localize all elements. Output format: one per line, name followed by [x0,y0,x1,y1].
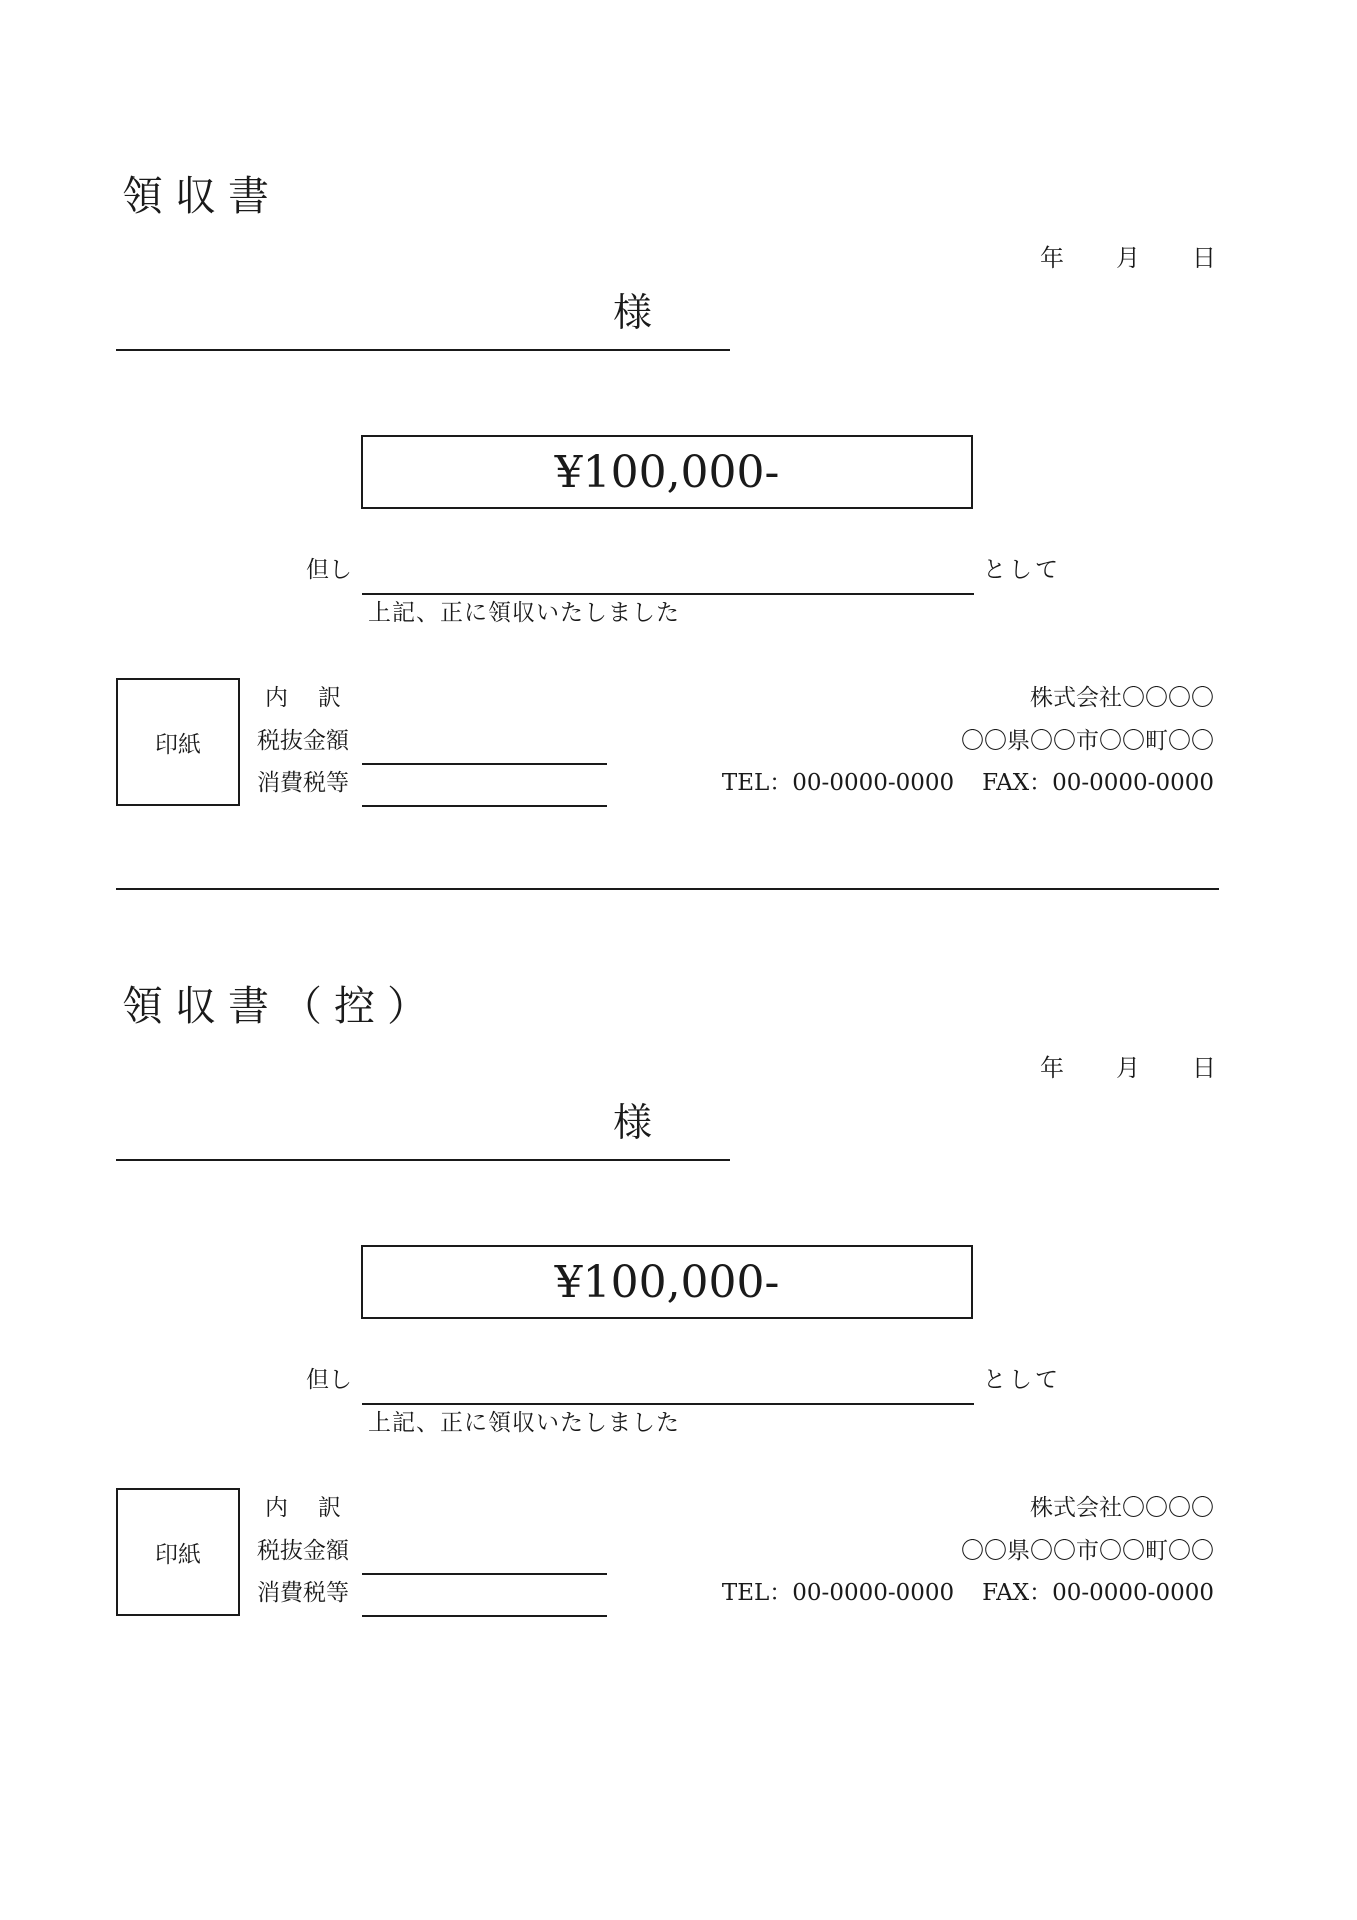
purpose-prefix: 但し [306,1367,352,1393]
breakdown-title-b: 訳 [318,685,341,711]
breakdown-title [265,1497,341,1520]
pretax-amount-line [362,763,607,765]
purpose-suffix: として [983,1367,1061,1393]
amount-box [361,435,973,509]
company-contact [722,772,1214,795]
received-statement: 上記、正に領収いたしました [368,1410,680,1436]
amount-box [361,1245,973,1319]
recipient-name-line [116,1159,730,1161]
stamp-label: 印紙 [155,731,201,758]
date-day-label: 日 [1192,244,1216,272]
receipt-copy [0,810,1357,1610]
breakdown-title [265,687,341,710]
tax-amount-line [362,1615,607,1617]
stamp-label: 印紙 [155,1541,201,1568]
receipt-original [0,0,1357,800]
purpose-line [362,1403,974,1405]
receipt-title: 領収書（控） [122,982,440,1030]
company-fax: FAX：00-0000-0000 [982,770,1214,796]
date-day-label: 日 [1192,1054,1216,1082]
company-address: 〇〇県〇〇市〇〇町〇〇 [961,728,1214,754]
company-fax: FAX：00-0000-0000 [982,1580,1214,1606]
receipt-title: 領収書 [122,172,281,220]
date-month-label: 月 [1116,1054,1140,1082]
date-year-label: 年 [1040,244,1064,272]
date-row [1030,246,1220,274]
company-name: 株式会社〇〇〇〇 [1030,685,1214,711]
breakdown-title-a: 内 [265,685,288,711]
date-month-label: 月 [1116,244,1140,272]
company-contact [722,1582,1214,1605]
date-row [1030,1056,1220,1084]
amount-value: ¥100,000- [554,446,780,498]
pretax-amount-label: 税抜金額 [257,1538,349,1564]
breakdown-title-a: 内 [265,1495,288,1521]
pretax-amount-label: 税抜金額 [257,728,349,754]
recipient-honorific: 様 [613,291,653,336]
breakdown-title-b: 訳 [318,1495,341,1521]
tax-amount-line [362,805,607,807]
company-address: 〇〇県〇〇市〇〇町〇〇 [961,1538,1214,1564]
date-year-label: 年 [1040,1054,1064,1082]
tax-amount-label: 消費税等 [257,1580,349,1606]
purpose-suffix: として [983,557,1061,583]
purpose-line [362,593,974,595]
company-tel: TEL：00-0000-0000 [721,1580,955,1606]
revenue-stamp-box [116,1488,240,1616]
recipient-honorific: 様 [613,1101,653,1146]
tax-amount-label: 消費税等 [257,770,349,796]
received-statement: 上記、正に領収いたしました [368,600,680,626]
company-name: 株式会社〇〇〇〇 [1030,1495,1214,1521]
company-tel: TEL：00-0000-0000 [721,770,955,796]
purpose-prefix: 但し [306,557,352,583]
recipient-name-line [116,349,730,351]
amount-value: ¥100,000- [554,1256,780,1308]
pretax-amount-line [362,1573,607,1575]
revenue-stamp-box [116,678,240,806]
